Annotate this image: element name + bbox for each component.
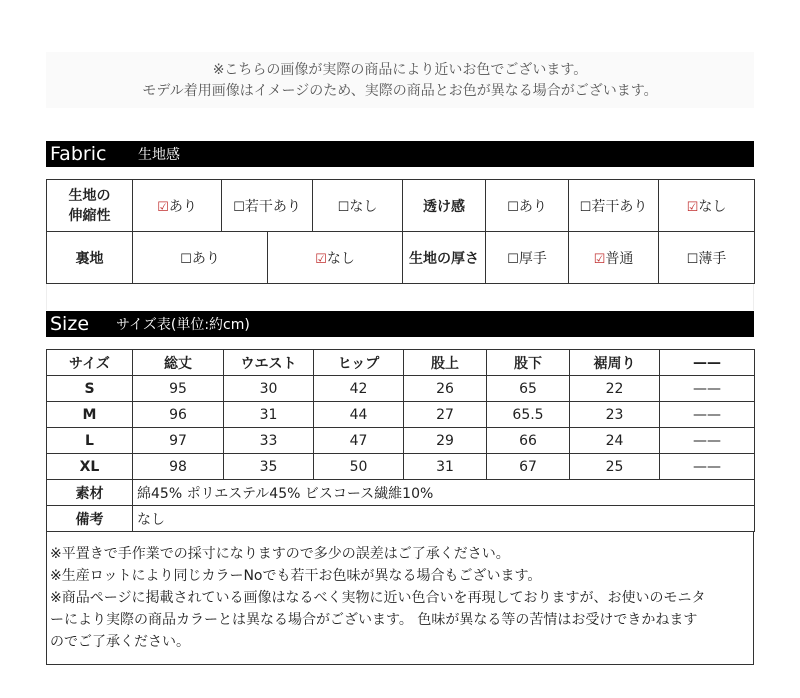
size-value-cell: 44 bbox=[314, 402, 404, 428]
size-value-cell: 50 bbox=[314, 454, 404, 480]
size-value-cell: 29 bbox=[404, 428, 487, 454]
remarks-label: 備考 bbox=[47, 506, 133, 532]
color-notice bbox=[46, 52, 754, 108]
empty-box-icon: ☐ bbox=[686, 251, 699, 267]
sheer-opt-slight bbox=[569, 180, 659, 232]
empty-box-icon: ☐ bbox=[180, 251, 192, 267]
empty-box-icon: ☐ bbox=[579, 199, 592, 215]
notice-line-1: ※こちらの画像が実際の商品により近いお色でございます。 bbox=[212, 62, 588, 78]
stretch-label-line2: 伸縮性 bbox=[68, 207, 111, 224]
material-label: 素材 bbox=[47, 480, 133, 506]
lining-opt-no bbox=[268, 232, 403, 284]
size-value-cell: —— bbox=[660, 376, 755, 402]
stretch-row bbox=[47, 180, 755, 232]
option-label: あり bbox=[191, 250, 220, 267]
checked-box-icon: ☑ bbox=[157, 199, 169, 215]
size-col-header: —— bbox=[660, 350, 755, 376]
checked-box-icon: ☑ bbox=[593, 251, 606, 267]
size-value-cell: 66 bbox=[487, 428, 570, 454]
checked-box-icon: ☑ bbox=[686, 199, 699, 215]
sheer-opt-yes bbox=[486, 180, 569, 232]
fabric-table bbox=[46, 179, 755, 284]
size-value-cell: 26 bbox=[404, 376, 487, 402]
size-value-cell: 30 bbox=[224, 376, 314, 402]
size-header-bar bbox=[46, 311, 754, 337]
size-row bbox=[47, 376, 755, 402]
note-line-4: ーにより実際の商品カラーとは異なる場合がございます。 色味が異なる等の苦情はお受けできかねます bbox=[50, 612, 698, 628]
option-label: 厚手 bbox=[518, 250, 547, 267]
note-line-3: ※商品ページに掲載されている画像はなるべく実物に近い色合いを再現しておりますが、お使いのモニタ bbox=[50, 590, 706, 606]
option-label: なし bbox=[326, 250, 355, 267]
option-label: 若干あり bbox=[244, 198, 301, 215]
size-value-cell: 67 bbox=[487, 454, 570, 480]
size-col-header: 裾周り bbox=[570, 350, 660, 376]
thickness-opt-thick bbox=[486, 232, 569, 284]
size-value-cell: 47 bbox=[314, 428, 404, 454]
size-col-header: 股下 bbox=[487, 350, 570, 376]
notice-line-2: モデル着用画像はイメージのため、実際の商品とお色が異なる場合がございます。 bbox=[142, 83, 658, 99]
size-value-cell: —— bbox=[660, 428, 755, 454]
note-line-5: のでご了承ください。 bbox=[50, 634, 190, 650]
size-value-cell: 27 bbox=[404, 402, 487, 428]
size-table bbox=[46, 349, 755, 532]
stretch-label bbox=[47, 180, 133, 232]
size-row bbox=[47, 402, 755, 428]
lining-row bbox=[47, 232, 755, 284]
size-value-cell: 31 bbox=[404, 454, 487, 480]
size-row bbox=[47, 428, 755, 454]
stretch-label-line1: 生地の bbox=[68, 187, 111, 204]
lining-opt-yes bbox=[133, 232, 268, 284]
sheer-opt-no bbox=[659, 180, 755, 232]
fabric-header-bar bbox=[46, 141, 754, 167]
size-value-cell: 24 bbox=[570, 428, 660, 454]
sheer-label: 透け感 bbox=[403, 180, 486, 232]
note-line-2: ※生産ロットにより同じカラーNoでも若干お色味が異なる場合もございます。 bbox=[50, 568, 542, 584]
notes-box bbox=[46, 532, 754, 665]
option-label: あり bbox=[168, 198, 197, 215]
fabric-title-en: Fabric bbox=[50, 143, 107, 165]
size-value-cell: —— bbox=[660, 402, 755, 428]
size-value-cell: 65.5 bbox=[487, 402, 570, 428]
option-label: 若干あり bbox=[591, 198, 648, 215]
size-label-cell: XL bbox=[47, 454, 133, 480]
size-col-header: 総丈 bbox=[133, 350, 224, 376]
size-value-cell: 42 bbox=[314, 376, 404, 402]
size-value-cell: —— bbox=[660, 454, 755, 480]
thickness-opt-thin bbox=[659, 232, 755, 284]
lining-label: 裏地 bbox=[47, 232, 133, 284]
size-label-cell: S bbox=[47, 376, 133, 402]
size-col-header: サイズ bbox=[47, 350, 133, 376]
option-label: なし bbox=[698, 198, 727, 215]
size-title-jp: サイズ表(単位:約cm) bbox=[116, 317, 250, 333]
stretch-opt-yes bbox=[133, 180, 222, 232]
size-label-cell: M bbox=[47, 402, 133, 428]
remarks-row bbox=[47, 506, 755, 532]
option-label: あり bbox=[518, 198, 547, 215]
option-label: なし bbox=[349, 198, 378, 215]
size-value-cell: 35 bbox=[224, 454, 314, 480]
size-value-cell: 65 bbox=[487, 376, 570, 402]
empty-box-icon: ☐ bbox=[507, 199, 519, 215]
size-header-row bbox=[47, 350, 755, 376]
thickness-opt-normal bbox=[569, 232, 659, 284]
size-value-cell: 25 bbox=[570, 454, 660, 480]
size-title-en: Size bbox=[50, 313, 90, 335]
stretch-opt-no bbox=[313, 180, 403, 232]
remarks-value: なし bbox=[133, 506, 755, 532]
size-col-header: ウエスト bbox=[224, 350, 314, 376]
stretch-opt-slight bbox=[222, 180, 313, 232]
size-col-header: 股上 bbox=[404, 350, 487, 376]
size-label-cell: L bbox=[47, 428, 133, 454]
thickness-label: 生地の厚さ bbox=[403, 232, 486, 284]
option-label: 薄手 bbox=[698, 250, 727, 267]
size-value-cell: 23 bbox=[570, 402, 660, 428]
size-value-cell: 97 bbox=[133, 428, 224, 454]
size-row bbox=[47, 454, 755, 480]
empty-box-icon: ☐ bbox=[233, 199, 245, 215]
size-value-cell: 98 bbox=[133, 454, 224, 480]
size-value-cell: 22 bbox=[570, 376, 660, 402]
size-value-cell: 96 bbox=[133, 402, 224, 428]
material-row bbox=[47, 480, 755, 506]
material-value: 綿45% ポリエステル45% ビスコース繊維10% bbox=[133, 480, 755, 506]
checked-box-icon: ☑ bbox=[315, 251, 327, 267]
size-value-cell: 31 bbox=[224, 402, 314, 428]
empty-box-icon: ☐ bbox=[337, 199, 350, 215]
size-col-header: ヒップ bbox=[314, 350, 404, 376]
size-value-cell: 95 bbox=[133, 376, 224, 402]
size-value-cell: 33 bbox=[224, 428, 314, 454]
section-spacer bbox=[46, 284, 754, 310]
fabric-title-jp: 生地感 bbox=[138, 147, 180, 163]
empty-box-icon: ☐ bbox=[507, 251, 519, 267]
note-line-1: ※平置きで手作業での採寸になりますので多少の誤差はご了承ください。 bbox=[50, 546, 510, 562]
option-label: 普通 bbox=[605, 250, 634, 267]
